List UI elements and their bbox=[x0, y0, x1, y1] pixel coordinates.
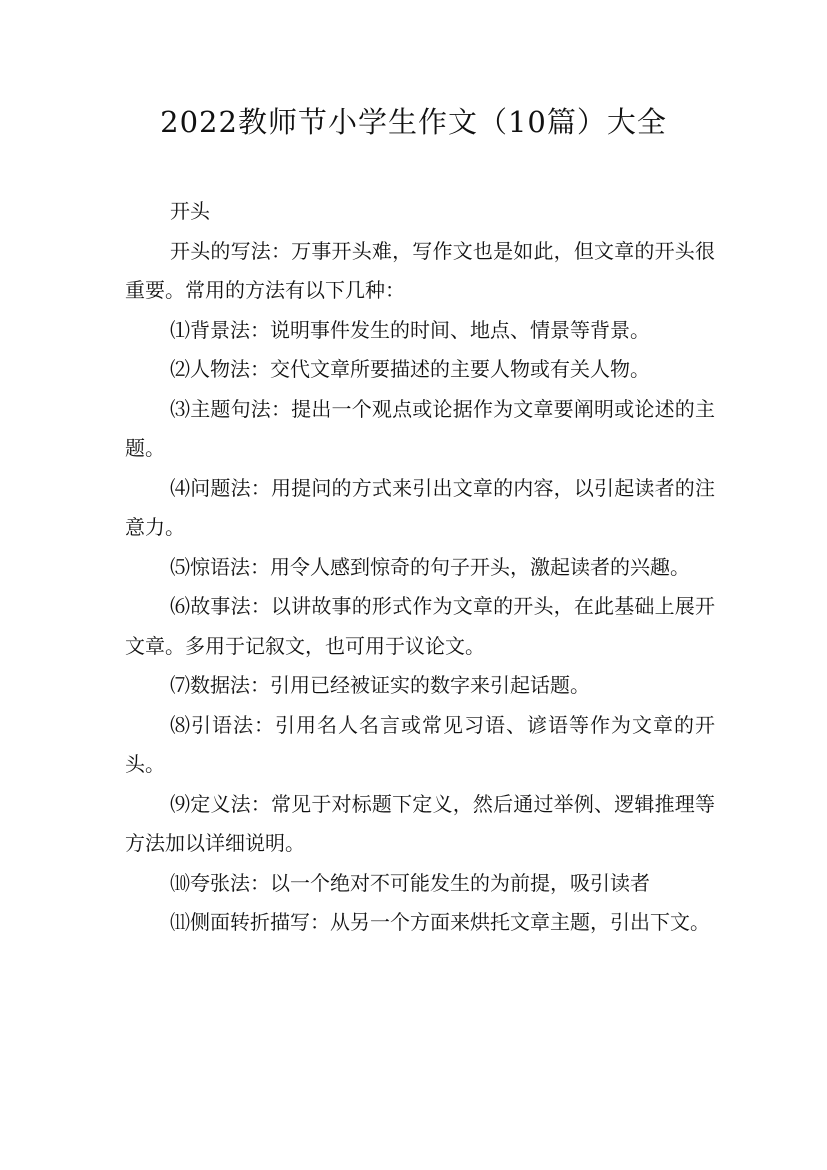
paragraph-method-8: ⑻引语法：引用名人名言或常见习语、谚语等作为文章的开头。 bbox=[125, 712, 715, 776]
paragraph-method-3: ⑶主题句法：提出一个观点或论据作为文章要阐明或论述的主题。 bbox=[125, 396, 715, 460]
paragraph-opening-intro: 开头的写法：万事开头难，写作文也是如此，但文章的开头很重要。常用的方法有以下几种： bbox=[125, 238, 715, 302]
paragraph-method-6: ⑹故事法：以讲故事的形式作为文章的开头，在此基础上展开文章。多用于记叙文，也可用于议论文。 bbox=[125, 594, 715, 658]
paragraph-method-11: ⑾侧面转折描写：从另一个方面来烘托文章主题，引出下文。 bbox=[170, 910, 710, 934]
paragraph-method-5: ⑸惊语法：用令人感到惊奇的句子开头，激起读者的兴趣。 bbox=[170, 554, 690, 579]
paragraph-method-10: ⑽夸张法：以一个绝对不可能发生的为前提，吸引读者 bbox=[170, 870, 650, 895]
document-title: 2022教师节小学生作文（10篇）大全 bbox=[160, 105, 667, 139]
paragraph-method-4: ⑷问题法：用提问的方式来引出文章的内容，以引起读者的注意力。 bbox=[125, 475, 715, 539]
document-body bbox=[125, 192, 715, 943]
paragraph-opening-heading: 开头 bbox=[170, 199, 210, 223]
paragraph-method-1: ⑴背景法：说明事件发生的时间、地点、情景等背景。 bbox=[170, 317, 650, 342]
paragraph-method-2: ⑵人物法：交代文章所要描述的主要人物或有关人物。 bbox=[170, 357, 650, 381]
paragraph-method-9: ⑼定义法：常见于对标题下定义，然后通过举例、逻辑推理等方法加以详细说明。 bbox=[125, 791, 715, 855]
paragraph-method-7: ⑺数据法：引用已经被证实的数字来引起话题。 bbox=[170, 673, 590, 697]
